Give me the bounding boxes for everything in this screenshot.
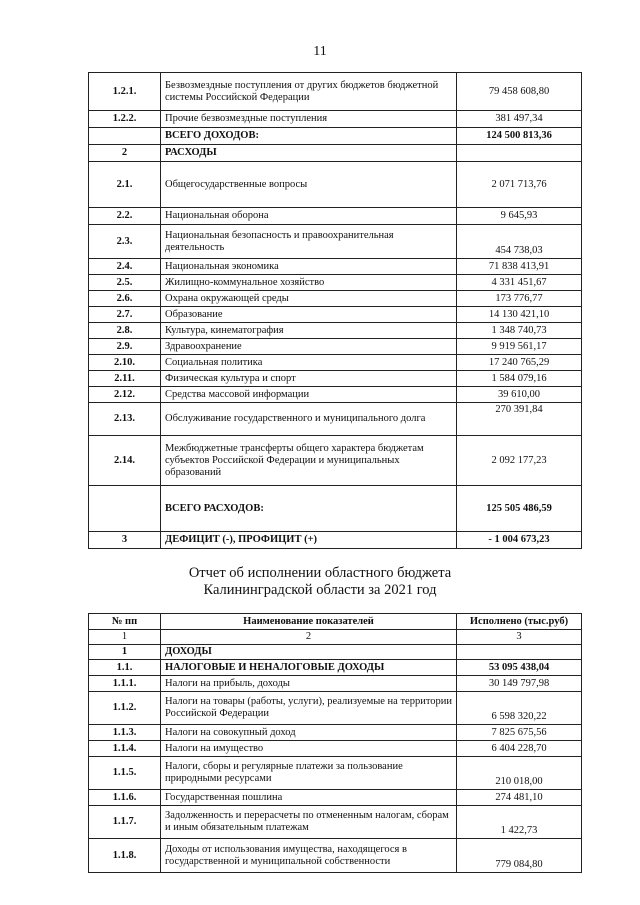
row-number: 1.1.1. <box>89 676 161 692</box>
row-number: 2 <box>89 145 161 162</box>
row-value: 39 610,00 <box>457 387 582 403</box>
row-name: ВСЕГО ДОХОДОВ: <box>161 128 457 145</box>
report-title-line2: Калининградской области за 2021 год <box>203 582 437 598</box>
row-name: Здравоохранение <box>161 339 457 355</box>
row-number: 2.4. <box>89 259 161 275</box>
table-row <box>89 725 582 741</box>
table-row <box>89 307 582 323</box>
row-name: Задолженность и перерасчеты по отмененным налогам, сборам и иным обязательным платежам <box>161 806 457 839</box>
index-name: 2 <box>161 630 457 645</box>
row-name: Охрана окружающей среды <box>161 291 457 307</box>
header-name: Наименование показателей <box>161 614 457 630</box>
row-name: Государственная пошлина <box>161 790 457 806</box>
row-name: ВСЕГО РАСХОДОВ: <box>161 486 457 532</box>
row-number: 1.1.4. <box>89 741 161 757</box>
row-number: 1.1.2. <box>89 692 161 725</box>
row-name: Социальная политика <box>161 355 457 371</box>
table-row <box>89 111 582 128</box>
row-value: 210 018,00 <box>457 757 582 790</box>
row-number: 1.1.7. <box>89 806 161 839</box>
row-number: 1.1.5. <box>89 757 161 790</box>
row-number: 3 <box>89 532 161 549</box>
table-row <box>89 532 582 549</box>
row-number: 2.1. <box>89 162 161 208</box>
row-name: Национальная оборона <box>161 208 457 225</box>
row-value: 79 458 608,80 <box>457 73 582 111</box>
row-value: 1 348 740,73 <box>457 323 582 339</box>
row-name: ДОХОДЫ <box>161 645 457 660</box>
row-number: 2.3. <box>89 225 161 259</box>
table-row <box>89 73 582 111</box>
table-row <box>89 259 582 275</box>
table-row <box>89 323 582 339</box>
table-row <box>89 208 582 225</box>
row-value: 9 645,93 <box>457 208 582 225</box>
row-number: 1.1.6. <box>89 790 161 806</box>
table-row <box>89 757 582 790</box>
row-value <box>457 645 582 660</box>
row-value: 17 240 765,29 <box>457 355 582 371</box>
table-row <box>89 387 582 403</box>
table-row <box>89 339 582 355</box>
row-name: Налоги на имущество <box>161 741 457 757</box>
table-row <box>89 486 582 532</box>
row-value: 1 422,73 <box>457 806 582 839</box>
row-value: 6 598 320,22 <box>457 692 582 725</box>
index-num: 1 <box>89 630 161 645</box>
row-number: 2.13. <box>89 403 161 436</box>
row-value: 173 776,77 <box>457 291 582 307</box>
row-number: 1 <box>89 645 161 660</box>
row-name: Прочие безвозмездные поступления <box>161 111 457 128</box>
table-row <box>89 436 582 486</box>
row-number <box>89 486 161 532</box>
table-row <box>89 145 582 162</box>
row-number <box>89 128 161 145</box>
row-value: 381 497,34 <box>457 111 582 128</box>
table-row <box>89 839 582 873</box>
row-name: РАСХОДЫ <box>161 145 457 162</box>
row-number: 2.6. <box>89 291 161 307</box>
row-value: 6 404 228,70 <box>457 741 582 757</box>
row-value: 71 838 413,91 <box>457 259 582 275</box>
row-value: 124 500 813,36 <box>457 128 582 145</box>
table-row <box>89 676 582 692</box>
row-number: 2.5. <box>89 275 161 291</box>
row-number: 2.14. <box>89 436 161 486</box>
row-name: Налоги, сборы и регулярные платежи за пользование природными ресурсами <box>161 757 457 790</box>
budget-report-body <box>89 645 582 873</box>
table-row <box>89 741 582 757</box>
row-name: Безвозмездные поступления от других бюджетов бюджетной системы Российской Федерации <box>161 73 457 111</box>
row-number: 1.1.8. <box>89 839 161 873</box>
row-value: 125 505 486,59 <box>457 486 582 532</box>
table-row <box>89 645 582 660</box>
row-number: 2.2. <box>89 208 161 225</box>
row-value: 4 331 451,67 <box>457 275 582 291</box>
row-number: 1.2.2. <box>89 111 161 128</box>
row-value: 779 084,80 <box>457 839 582 873</box>
table-row <box>89 355 582 371</box>
row-name: Национальная безопасность и правоохранительная деятельность <box>161 225 457 259</box>
header-value: Исполнено (тыс.руб) <box>457 614 582 630</box>
table-header <box>89 614 582 645</box>
row-name: Образование <box>161 307 457 323</box>
row-name: Налоги на товары (работы, услуги), реализуемые на территории Российской Федерации <box>161 692 457 725</box>
row-name: Физическая культура и спорт <box>161 371 457 387</box>
table-row <box>89 371 582 387</box>
report-title-line1: Отчет об исполнении областного бюджета <box>188 565 452 581</box>
row-number: 2.8. <box>89 323 161 339</box>
row-name: Национальная экономика <box>161 259 457 275</box>
row-value: 53 095 438,04 <box>457 660 582 676</box>
row-name: НАЛОГОВЫЕ И НЕНАЛОГОВЫЕ ДОХОДЫ <box>161 660 457 676</box>
table-row <box>89 291 582 307</box>
page-number: 11 <box>313 44 327 59</box>
row-number: 1.2.1. <box>89 73 161 111</box>
row-value <box>457 145 582 162</box>
row-name: Межбюджетные трансферты общего характера бюджетам субъектов Российской Федерации и муниципальных образований <box>161 436 457 486</box>
index-value: 3 <box>457 630 582 645</box>
row-value: 274 481,10 <box>457 790 582 806</box>
header-row <box>89 614 582 630</box>
table-row <box>89 162 582 208</box>
row-number: 2.7. <box>89 307 161 323</box>
table-row <box>89 806 582 839</box>
expenses-table <box>88 72 582 549</box>
table-row <box>89 275 582 291</box>
row-name: Налоги на прибыль, доходы <box>161 676 457 692</box>
header-num: № пп <box>89 614 161 630</box>
row-value: 1 584 079,16 <box>457 371 582 387</box>
column-index-row <box>89 630 582 645</box>
row-value: 2 092 177,23 <box>457 436 582 486</box>
report-title <box>0 565 640 599</box>
row-value: 9 919 561,17 <box>457 339 582 355</box>
budget-report-table <box>88 613 582 873</box>
row-name: Обслуживание государственного и муниципального долга <box>161 403 457 436</box>
row-value: 2 071 713,76 <box>457 162 582 208</box>
row-number: 2.12. <box>89 387 161 403</box>
table-row <box>89 128 582 145</box>
row-name: Жилищно-коммунальное хозяйство <box>161 275 457 291</box>
table-row <box>89 225 582 259</box>
row-value: - 1 004 673,23 <box>457 532 582 549</box>
row-number: 1.1. <box>89 660 161 676</box>
row-name: Общегосударственные вопросы <box>161 162 457 208</box>
row-value: 270 391,84 <box>457 403 582 436</box>
table-row <box>89 660 582 676</box>
row-name: Культура, кинематография <box>161 323 457 339</box>
row-name: Средства массовой информации <box>161 387 457 403</box>
row-value: 454 738,03 <box>457 225 582 259</box>
row-value: 14 130 421,10 <box>457 307 582 323</box>
table-row <box>89 692 582 725</box>
row-number: 1.1.3. <box>89 725 161 741</box>
row-number: 2.11. <box>89 371 161 387</box>
row-name: ДЕФИЦИТ (-), ПРОФИЦИТ (+) <box>161 532 457 549</box>
expenses-table-body <box>89 73 582 549</box>
table-row <box>89 403 582 436</box>
row-number: 2.9. <box>89 339 161 355</box>
table-row <box>89 790 582 806</box>
row-name: Доходы от использования имущества, находящегося в государственной и муниципальной собственности <box>161 839 457 873</box>
row-number: 2.10. <box>89 355 161 371</box>
row-name: Налоги на совокупный доход <box>161 725 457 741</box>
row-value: 30 149 797,98 <box>457 676 582 692</box>
row-value: 7 825 675,56 <box>457 725 582 741</box>
